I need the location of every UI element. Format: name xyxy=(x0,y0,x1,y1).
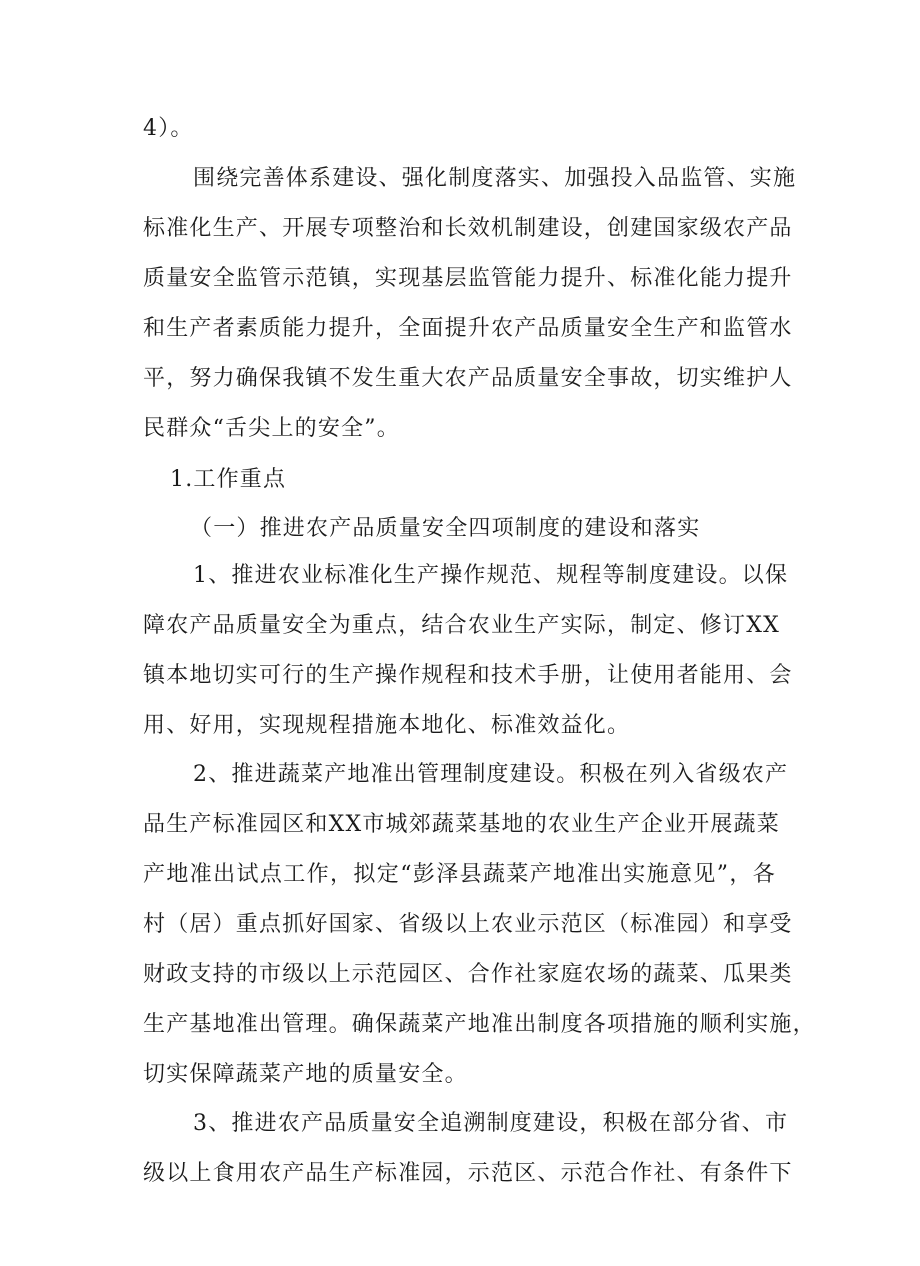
paragraph-line: 平，努力确保我镇不发生重大农产品质量安全事故，切实维护人 xyxy=(143,366,793,391)
paragraph-line: 产地准出试点工作，拟定“彭泽县蔬菜产地准出实施意见”，各 xyxy=(143,862,776,887)
paragraph-line: 用、好用，实现规程措施本地化、标准效益化。 xyxy=(143,713,631,738)
paragraph-line: 2、推进蔬菜产地准出管理制度建设。积极在列入省级农产 xyxy=(193,762,789,787)
paragraph-line: 品生产标准园区和XX市城郊蔬菜基地的农业生产企业开展蔬菜 xyxy=(143,812,780,837)
paragraph-line: 财政支持的市级以上示范园区、合作社家庭农场的蔬菜、瓜果类 xyxy=(143,962,793,987)
paragraph-end-line: 4）。 xyxy=(143,116,194,141)
paragraph-line: 镇本地切实可行的生产操作规程和技术手册，让使用者能用、会 xyxy=(143,663,793,688)
subsection-heading: （一）推进农产品质量安全四项制度的建设和落实 xyxy=(190,516,701,541)
paragraph-line: 民群众“舌尖上的安全”。 xyxy=(143,416,400,441)
section-heading: 1.工作重点 xyxy=(170,467,287,492)
paragraph-line: 级以上食用农产品生产标准园，示范区、示范合作社、有条件下 xyxy=(143,1161,793,1186)
paragraph-line: 障农产品质量安全为重点，结合农业生产实际，制定、修订XX xyxy=(143,613,780,638)
paragraph-line: 切实保障蔬菜产地的质量安全。 xyxy=(143,1062,468,1087)
paragraph-line: 生产基地准出管理。确保蔬菜产地准出制度各项措施的顺利实施， xyxy=(143,1012,816,1037)
paragraph-line: 3、推进农产品质量安全追溯制度建设，积极在部分省、市 xyxy=(193,1111,789,1136)
paragraph-line: 围绕完善体系建设、强化制度落实、加强投入品监管、实施 xyxy=(193,166,797,191)
paragraph-line: 质量安全监管示范镇，实现基层监管能力提升、标准化能力提升 xyxy=(143,266,793,291)
paragraph-line: 标准化生产、开展专项整治和长效机制建设，创建国家级农产品 xyxy=(143,216,793,241)
paragraph-line: 村（居）重点抓好国家、省级以上农业示范区（标准园）和享受 xyxy=(143,912,793,937)
paragraph-line: 和生产者素质能力提升，全面提升农产品质量安全生产和监管水 xyxy=(143,316,793,341)
paragraph-line: 1、推进农业标准化生产操作规范、规程等制度建设。以保 xyxy=(193,563,789,588)
